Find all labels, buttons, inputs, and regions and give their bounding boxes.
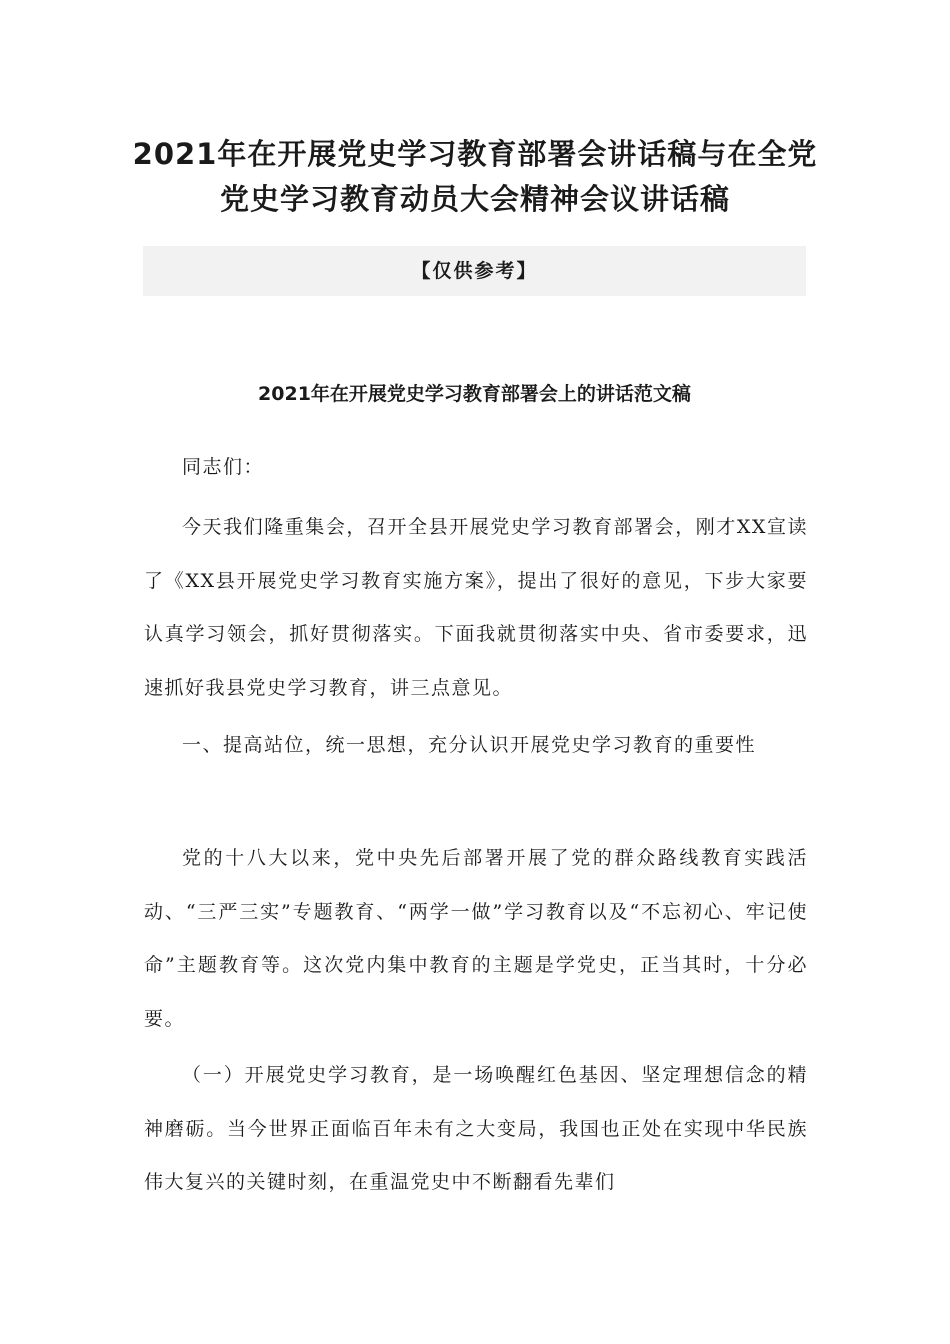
salutation: 同志们： xyxy=(182,456,265,478)
document-title xyxy=(110,132,840,222)
heading-point-one: 一、提高站位，统一思想，充分认识开展党史学习教育的重要性 xyxy=(182,734,757,756)
paragraph-intro: 今天我们隆重集会，召开全县开展党史学习教育部署会，刚才XX宣读了《XX县开展党史学习教育实施方案》，提出了很好的意见，下步大家要认真学习领会，抓好贯彻落实。下面我就贯彻落实中央、省市委要求，迅速抓好我县党史学习教育，讲三点意见。 xyxy=(144,516,808,699)
section-title: 2021年在开展党史学习教育部署会上的讲话范文稿 xyxy=(258,383,691,405)
paragraph-background: 党的十八大以来，党中央先后部署开展了党的群众路线教育实践活动、“三严三实”专题教育、“两学一做”学习教育以及“不忘初心、牢记使命”主题教育等。这次党内集中教育的主题是学党史，正当其时，十分必要。 xyxy=(144,847,808,1030)
reference-note-banner xyxy=(143,246,806,296)
document-title-line-1: 2021年在开展党史学习教育部署会讲话稿与在全党 xyxy=(132,137,818,171)
reference-note: 【仅供参考】 xyxy=(411,260,538,282)
paragraph-subpoint-one: （一）开展党史学习教育，是一场唤醒红色基因、坚定理想信念的精神磨砺。当今世界正面临百年未有之大变局，我国也正处在实现中华民族伟大复兴的关键时刻，在重温党史中不断翻看先辈们 xyxy=(144,1064,808,1194)
document-title-line-2: 党史学习教育动员大会精神会议讲话稿 xyxy=(219,182,730,216)
